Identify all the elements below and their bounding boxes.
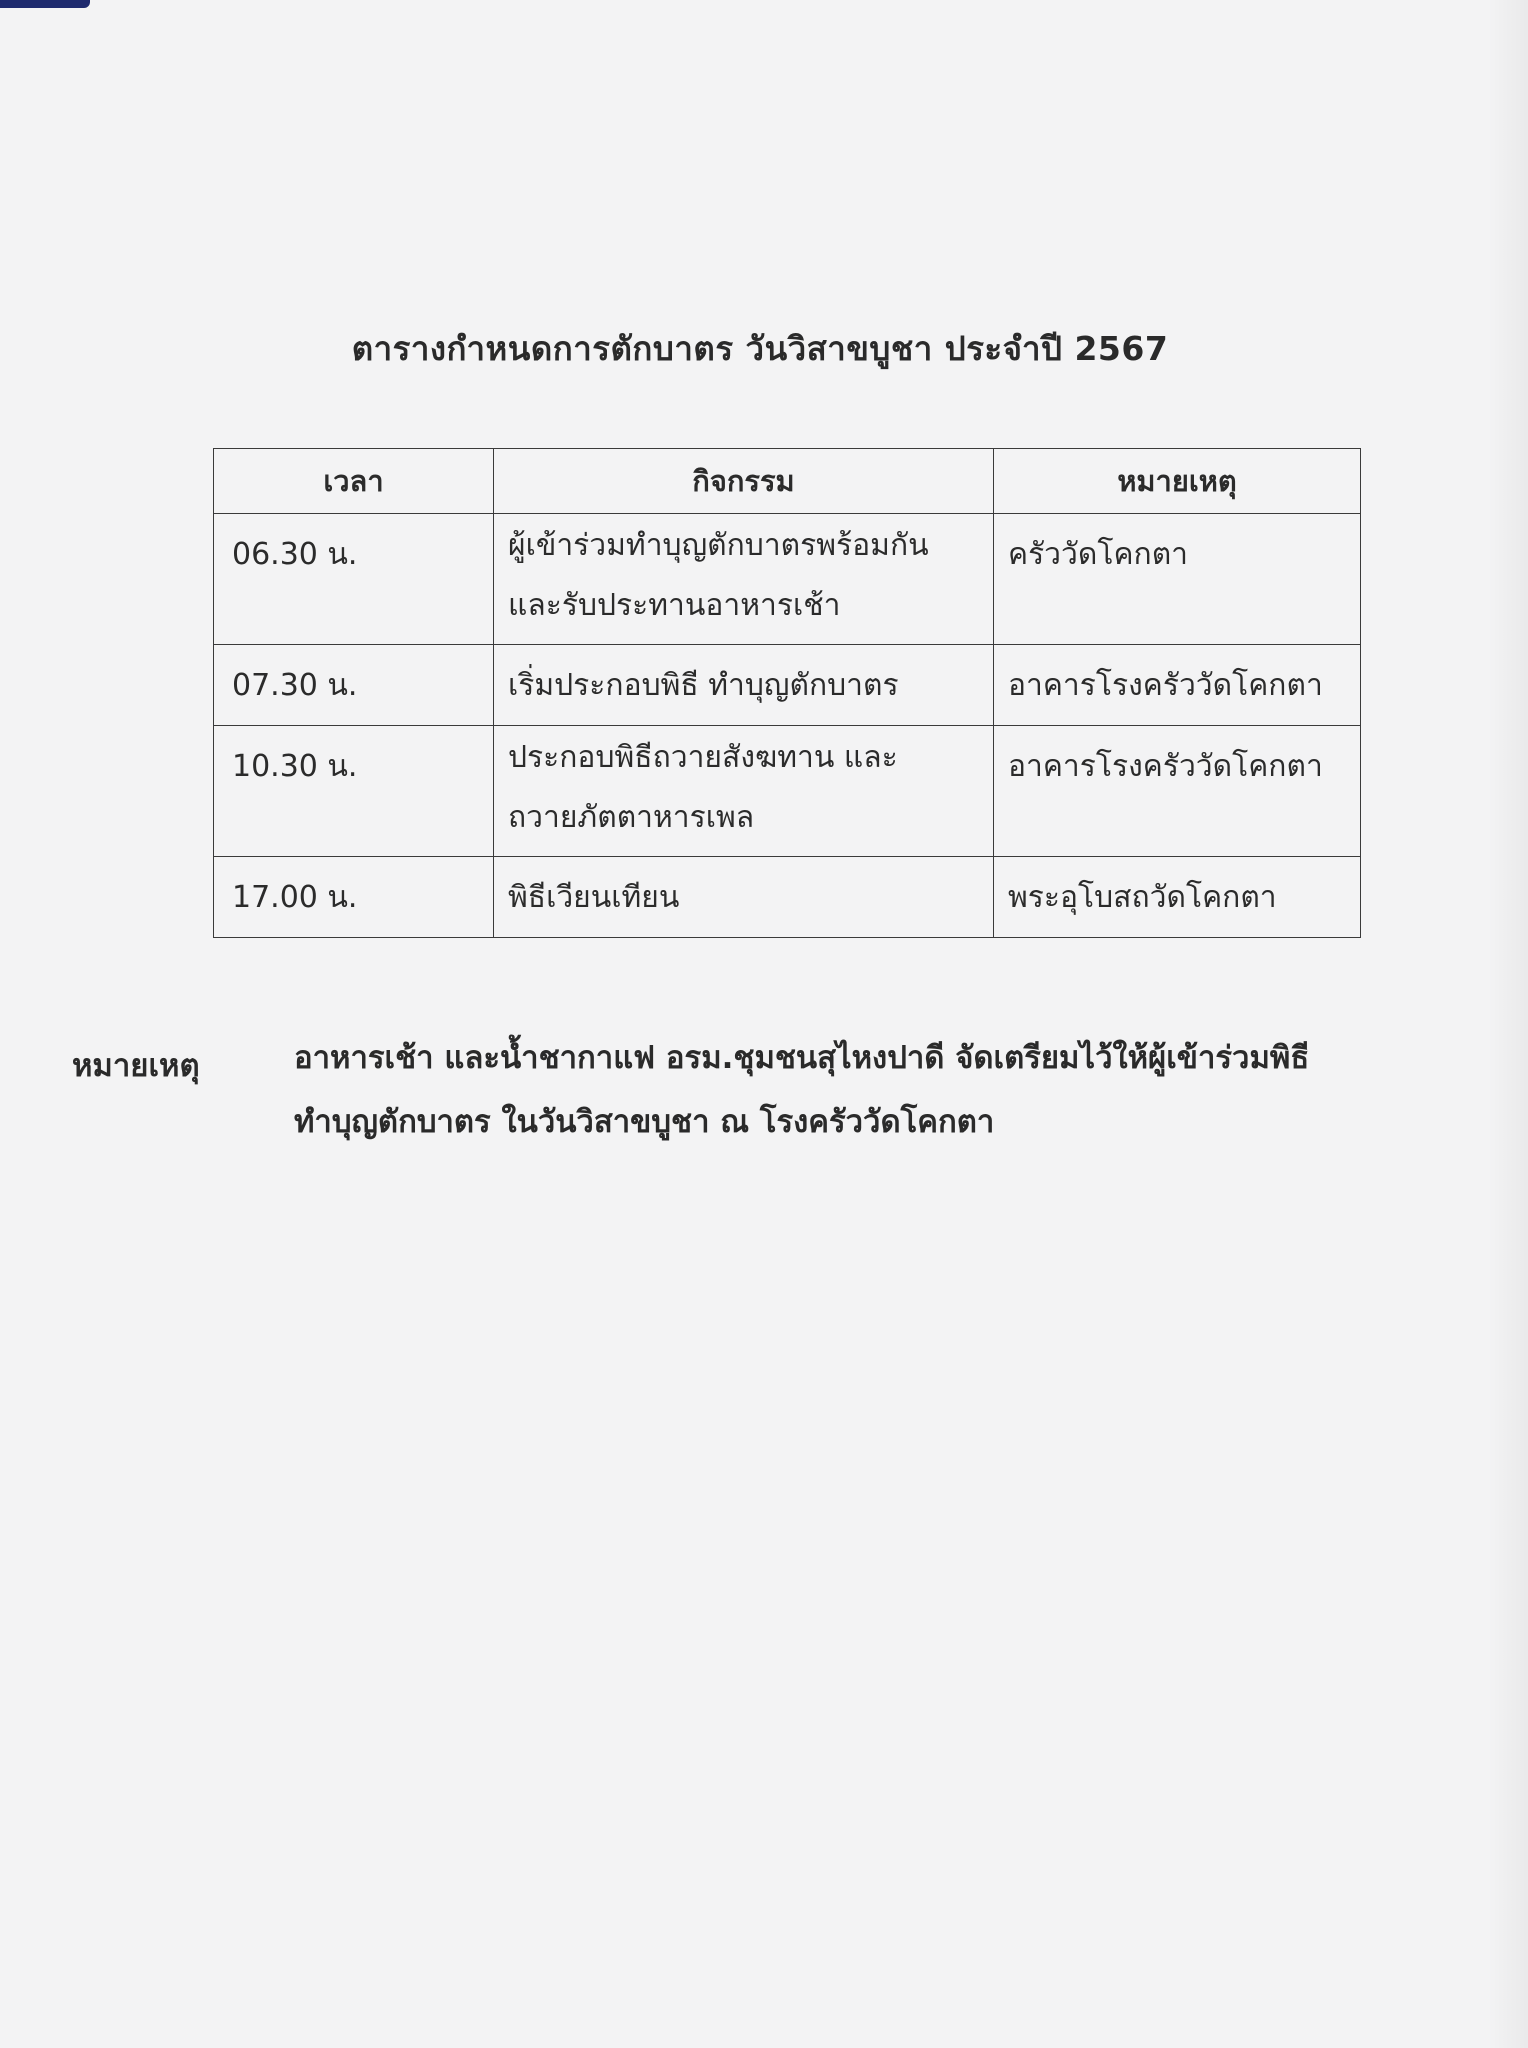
- table-row: [214, 645, 1361, 726]
- activity-line: และรับประทานอาหารเช้า: [508, 588, 841, 623]
- activity-line: ประกอบพิธีถวายสังฆทาน และ: [508, 740, 898, 775]
- cell-note: พระอุโบสถวัดโคกตา: [994, 857, 1361, 938]
- cell-note: ครัววัดโคกตา: [994, 514, 1361, 645]
- cell-time: 10.30 น.: [214, 726, 494, 857]
- schedule-table: [213, 448, 1361, 938]
- table-row: [214, 857, 1361, 938]
- header-time: เวลา: [214, 449, 494, 514]
- table-header-row: [214, 449, 1361, 514]
- header-activity: กิจกรรม: [494, 449, 994, 514]
- cell-activity: พิธีเวียนเทียน: [494, 857, 994, 938]
- cell-activity: เริ่มประกอบพิธี ทำบุญตักบาตร: [494, 645, 994, 726]
- cell-time: 06.30 น.: [214, 514, 494, 645]
- cell-time: 17.00 น.: [214, 857, 494, 938]
- table-row: [214, 514, 1361, 645]
- page-shadow: [1488, 0, 1528, 2048]
- remark-label: หมายเหตุ: [72, 1048, 200, 1084]
- remark-text: [294, 1026, 1524, 1154]
- cell-note: อาคารโรงครัววัดโคกตา: [994, 726, 1361, 857]
- cell-activity: [494, 514, 994, 645]
- remark-line: อาหารเช้า และน้ำชากาแฟ อรม.ชุมชนสุไหงปาดี จัดเตรียมไว้ให้ผู้เข้าร่วมพิธี: [294, 1040, 1310, 1076]
- cell-activity: [494, 726, 994, 857]
- remark-line: ทำบุญตักบาตร ในวันวิสาขบูชา ณ โรงครัววัดโคกตา: [294, 1104, 995, 1140]
- cell-time: 07.30 น.: [214, 645, 494, 726]
- activity-line: ถวายภัตตาหารเพล: [508, 800, 755, 835]
- table-row: [214, 726, 1361, 857]
- header-note: หมายเหตุ: [994, 449, 1361, 514]
- document-title: ตารางกำหนดการตักบาตร วันวิสาขบูชา ประจำปี 2567: [351, 329, 1169, 368]
- cell-note: อาคารโรงครัววัดโคกตา: [994, 645, 1361, 726]
- activity-line: ผู้เข้าร่วมทำบุญตักบาตรพร้อมกัน: [508, 528, 929, 563]
- page-edge-decoration: [0, 0, 90, 8]
